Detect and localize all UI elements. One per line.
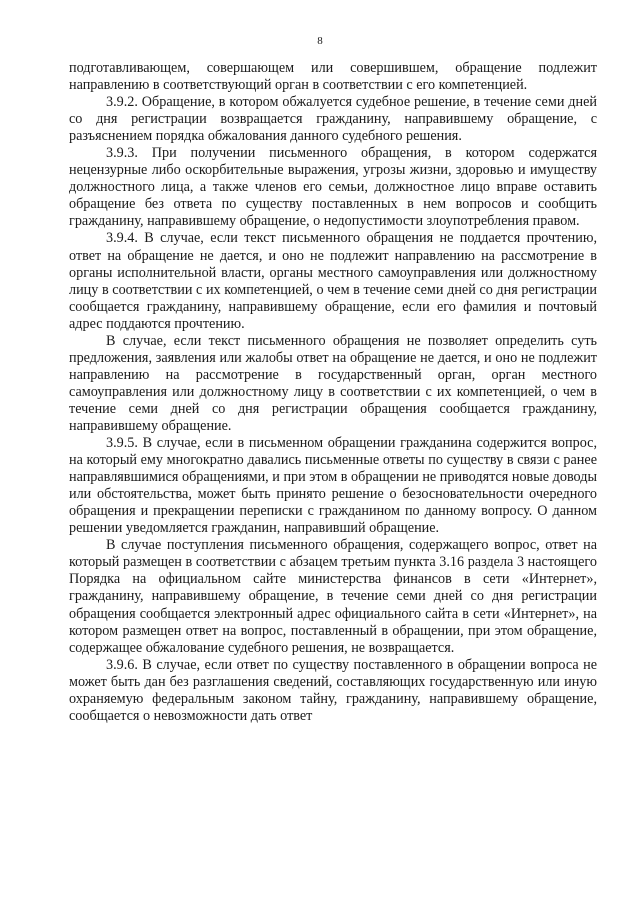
document-body bbox=[69, 60, 597, 725]
paragraph-3-9-4: 3.9.4. В случае, если текст письменного обращения не поддается прочтению, ответ на обращение не дается, и оно не подлежит направлению на рассмотрение в органы исполнительной власти, органы местного самоуправления или должностному лицу в соответствии с их компетенцией, о чем в течение семи дней со дня регистрации сообщается гражданину, направившему обращение, если его фамилия и почтовый адрес поддаются прочтению. bbox=[69, 230, 597, 332]
paragraph-3-9-3: 3.9.3. При получении письменного обращения, в котором содержатся нецензурные либо оскорбительные выражения, угрозы жизни, здоровью и имуществу должностного лица, а также членов его семьи, должностное лицо вправе оставить обращение без ответа по существу поставленных в нем вопросов и сообщить гражданину, направившему обращение, о недопустимости злоупотребления правом. bbox=[69, 145, 597, 230]
paragraph-continuation: подготавливающем, совершающем или совершившем, обращение подлежит направлению в соответствующий орган в соответствии с его компетенцией. bbox=[69, 60, 597, 94]
paragraph-3-9-5-second: В случае поступления письменного обращения, содержащего вопрос, ответ на который размещен в соответствии с абзацем третьим пункта 3.16 раздела 3 настоящего Порядка на официальном сайте министерства финансов в сети «Интернет», гражданину, направившему обращение, в течение семи дней со дня регистрации обращения сообщается электронный адрес официального сайта в сети «Интернет», на котором размещен ответ на вопрос, поставленный в обращении, при этом обращение, содержащее обжалование судебного решения, не возвращается. bbox=[69, 537, 597, 656]
paragraph-3-9-5: 3.9.5. В случае, если в письменном обращении гражданина содержится вопрос, на который ему многократно давались письменные ответы по существу в связи с ранее направлявшимися обращениями, и при этом в обращении не приводятся новые доводы или обстоятельства, может быть принято решение о безосновательности очередного обращения и прекращении переписки с гражданином по данному вопросу. О данном решении уведомляется гражданин, направивший обращение. bbox=[69, 435, 597, 537]
paragraph-3-9-4-second: В случае, если текст письменного обращения не позволяет определить суть предложения, заявления или жалобы ответ на обращение не дается, и оно не подлежит направлению на рассмотрение в государственный орган, орган местного самоуправления или должностному лицу в соответствии с их компетенцией, о чем в течение семи дней со дня регистрации обращения сообщается гражданину, направившему обращение. bbox=[69, 332, 597, 434]
page-number: 8 bbox=[317, 35, 323, 47]
paragraph-3-9-2: 3.9.2. Обращение, в котором обжалуется судебное решение, в течение семи дней со дня регистрации возвращается гражданину, направившему обращение, с разъяснением порядка обжалования данного судебного решения. bbox=[69, 94, 597, 145]
paragraph-3-9-6: 3.9.6. В случае, если ответ по существу поставленного в обращении вопроса не может быть дан без разглашения сведений, составляющих государственную или иную охраняемую федеральным законом тайну, гражданину, направившему обращение, сообщается о невозможности дать ответ bbox=[69, 656, 597, 724]
